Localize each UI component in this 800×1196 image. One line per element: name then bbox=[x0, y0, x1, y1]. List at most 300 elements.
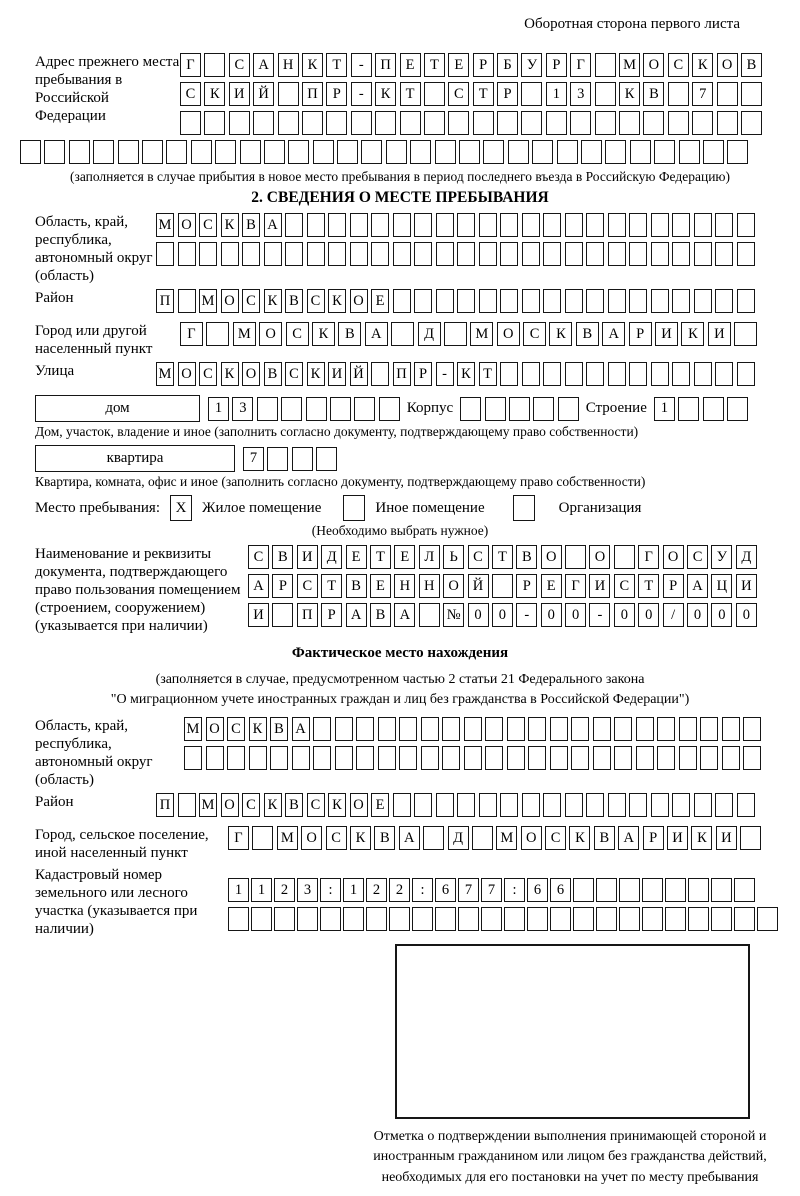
char-box[interactable] bbox=[605, 140, 626, 164]
char-box[interactable] bbox=[69, 140, 90, 164]
char-box[interactable]: 1 bbox=[546, 82, 567, 106]
char-box[interactable]: С bbox=[285, 362, 303, 386]
char-box[interactable]: В bbox=[374, 826, 395, 850]
char-box[interactable] bbox=[565, 362, 583, 386]
char-box[interactable]: Е bbox=[394, 545, 415, 569]
char-box[interactable]: 7 bbox=[458, 878, 479, 902]
char-box[interactable] bbox=[688, 878, 709, 902]
char-box[interactable] bbox=[550, 717, 568, 741]
char-box[interactable] bbox=[586, 289, 604, 313]
char-box[interactable] bbox=[679, 717, 697, 741]
char-box[interactable] bbox=[565, 289, 583, 313]
char-box[interactable]: С bbox=[199, 213, 217, 237]
char-box[interactable]: Г bbox=[570, 53, 591, 77]
char-box[interactable] bbox=[386, 140, 407, 164]
char-box[interactable] bbox=[483, 140, 504, 164]
char-box[interactable]: : bbox=[412, 878, 433, 902]
char-box[interactable] bbox=[419, 603, 440, 627]
char-box[interactable]: А bbox=[602, 322, 625, 346]
char-box[interactable] bbox=[727, 140, 748, 164]
char-box[interactable]: Й bbox=[350, 362, 368, 386]
char-box[interactable] bbox=[229, 111, 250, 135]
char-box[interactable]: О bbox=[643, 53, 664, 77]
char-box[interactable] bbox=[343, 907, 364, 931]
char-box[interactable]: К bbox=[264, 289, 282, 313]
char-box[interactable] bbox=[737, 289, 755, 313]
char-box[interactable] bbox=[371, 362, 389, 386]
char-box[interactable] bbox=[335, 717, 353, 741]
char-box[interactable] bbox=[351, 111, 372, 135]
char-box[interactable] bbox=[619, 907, 640, 931]
char-box[interactable] bbox=[543, 793, 561, 817]
char-box[interactable]: В bbox=[285, 793, 303, 817]
char-box[interactable] bbox=[458, 907, 479, 931]
char-box[interactable]: Ь bbox=[443, 545, 464, 569]
char-box[interactable] bbox=[421, 746, 439, 770]
char-box[interactable] bbox=[442, 746, 460, 770]
char-box[interactable] bbox=[703, 140, 724, 164]
char-box[interactable]: И bbox=[328, 362, 346, 386]
char-box[interactable] bbox=[379, 397, 400, 421]
char-box[interactable] bbox=[734, 907, 755, 931]
char-box[interactable]: П bbox=[375, 53, 396, 77]
char-box[interactable] bbox=[297, 907, 318, 931]
char-box[interactable] bbox=[436, 793, 454, 817]
char-box[interactable] bbox=[678, 397, 699, 421]
char-box[interactable]: А bbox=[248, 574, 269, 598]
char-box[interactable]: 2 bbox=[274, 878, 295, 902]
char-box[interactable] bbox=[274, 907, 295, 931]
char-box[interactable] bbox=[320, 907, 341, 931]
char-box[interactable]: Р bbox=[663, 574, 684, 598]
char-box[interactable] bbox=[546, 111, 567, 135]
char-box[interactable]: 0 bbox=[687, 603, 708, 627]
char-box[interactable]: М bbox=[184, 717, 202, 741]
char-box[interactable] bbox=[571, 746, 589, 770]
char-box[interactable] bbox=[457, 242, 475, 266]
char-box[interactable]: 0 bbox=[468, 603, 489, 627]
char-box[interactable] bbox=[285, 213, 303, 237]
char-box[interactable] bbox=[543, 362, 561, 386]
char-box[interactable]: И bbox=[297, 545, 318, 569]
char-box[interactable] bbox=[629, 793, 647, 817]
char-box[interactable] bbox=[240, 140, 261, 164]
char-box[interactable] bbox=[485, 746, 503, 770]
char-box[interactable] bbox=[522, 793, 540, 817]
char-box[interactable] bbox=[573, 907, 594, 931]
char-box[interactable] bbox=[215, 140, 236, 164]
char-box[interactable] bbox=[642, 907, 663, 931]
char-box[interactable] bbox=[44, 140, 65, 164]
char-box[interactable]: Н bbox=[278, 53, 299, 77]
char-box[interactable] bbox=[221, 242, 239, 266]
char-box[interactable]: А bbox=[292, 717, 310, 741]
char-box[interactable]: 2 bbox=[389, 878, 410, 902]
char-box[interactable] bbox=[326, 111, 347, 135]
char-box[interactable]: О bbox=[350, 793, 368, 817]
char-box[interactable] bbox=[521, 82, 542, 106]
char-box[interactable]: К bbox=[375, 82, 396, 106]
char-box[interactable] bbox=[457, 793, 475, 817]
char-box[interactable] bbox=[328, 213, 346, 237]
char-box[interactable] bbox=[204, 111, 225, 135]
char-box[interactable] bbox=[672, 793, 690, 817]
char-box[interactable]: 1 bbox=[654, 397, 675, 421]
char-box[interactable] bbox=[550, 907, 571, 931]
char-box[interactable] bbox=[272, 603, 293, 627]
char-box[interactable] bbox=[571, 717, 589, 741]
house-type-box[interactable]: дом bbox=[35, 395, 200, 422]
char-box[interactable] bbox=[335, 746, 353, 770]
char-box[interactable]: С bbox=[545, 826, 566, 850]
char-box[interactable]: Н bbox=[419, 574, 440, 598]
char-box[interactable]: Т bbox=[638, 574, 659, 598]
checkbox-residential[interactable]: X bbox=[170, 495, 192, 521]
char-box[interactable] bbox=[306, 397, 327, 421]
char-box[interactable] bbox=[668, 111, 689, 135]
char-box[interactable] bbox=[522, 289, 540, 313]
char-box[interactable]: О bbox=[541, 545, 562, 569]
char-box[interactable]: К bbox=[619, 82, 640, 106]
char-box[interactable] bbox=[497, 111, 518, 135]
char-box[interactable]: И bbox=[716, 826, 737, 850]
char-box[interactable]: П bbox=[393, 362, 411, 386]
char-box[interactable] bbox=[361, 140, 382, 164]
char-box[interactable]: 2 bbox=[366, 878, 387, 902]
char-box[interactable] bbox=[596, 878, 617, 902]
char-box[interactable]: С bbox=[326, 826, 347, 850]
char-box[interactable] bbox=[715, 362, 733, 386]
char-box[interactable] bbox=[737, 793, 755, 817]
char-box[interactable] bbox=[184, 746, 202, 770]
char-box[interactable]: И bbox=[248, 603, 269, 627]
char-box[interactable]: Г bbox=[565, 574, 586, 598]
char-box[interactable]: 0 bbox=[565, 603, 586, 627]
char-box[interactable]: 7 bbox=[243, 447, 264, 471]
char-box[interactable]: 3 bbox=[570, 82, 591, 106]
char-box[interactable] bbox=[481, 907, 502, 931]
char-box[interactable] bbox=[740, 826, 761, 850]
char-box[interactable]: М bbox=[619, 53, 640, 77]
char-box[interactable]: В bbox=[370, 603, 391, 627]
char-box[interactable]: В bbox=[594, 826, 615, 850]
char-box[interactable]: Т bbox=[479, 362, 497, 386]
char-box[interactable] bbox=[412, 907, 433, 931]
char-box[interactable]: О bbox=[497, 322, 520, 346]
char-box[interactable]: А bbox=[394, 603, 415, 627]
char-box[interactable]: П bbox=[302, 82, 323, 106]
char-box[interactable]: В bbox=[285, 289, 303, 313]
char-box[interactable] bbox=[679, 746, 697, 770]
char-box[interactable]: Д bbox=[418, 322, 441, 346]
char-box[interactable] bbox=[657, 746, 675, 770]
char-box[interactable] bbox=[479, 213, 497, 237]
char-box[interactable] bbox=[479, 793, 497, 817]
char-box[interactable]: К bbox=[691, 826, 712, 850]
char-box[interactable] bbox=[436, 242, 454, 266]
char-box[interactable] bbox=[522, 362, 540, 386]
char-box[interactable]: В bbox=[576, 322, 599, 346]
char-box[interactable] bbox=[586, 242, 604, 266]
char-box[interactable] bbox=[20, 140, 41, 164]
char-box[interactable] bbox=[558, 397, 579, 421]
char-box[interactable] bbox=[118, 140, 139, 164]
char-box[interactable]: С bbox=[286, 322, 309, 346]
char-box[interactable] bbox=[313, 746, 331, 770]
char-box[interactable] bbox=[457, 289, 475, 313]
char-box[interactable] bbox=[424, 82, 445, 106]
char-box[interactable] bbox=[460, 397, 481, 421]
char-box[interactable]: И bbox=[708, 322, 731, 346]
char-box[interactable]: И bbox=[589, 574, 610, 598]
char-box[interactable]: Г bbox=[180, 322, 203, 346]
char-box[interactable]: А bbox=[346, 603, 367, 627]
char-box[interactable] bbox=[292, 447, 313, 471]
char-box[interactable]: О bbox=[221, 793, 239, 817]
char-box[interactable] bbox=[371, 242, 389, 266]
char-box[interactable]: В bbox=[272, 545, 293, 569]
char-box[interactable]: В bbox=[264, 362, 282, 386]
char-box[interactable]: 1 bbox=[251, 878, 272, 902]
char-box[interactable] bbox=[636, 717, 654, 741]
char-box[interactable] bbox=[366, 907, 387, 931]
char-box[interactable] bbox=[464, 746, 482, 770]
char-box[interactable]: 0 bbox=[492, 603, 513, 627]
char-box[interactable] bbox=[423, 826, 444, 850]
char-box[interactable]: : bbox=[504, 878, 525, 902]
char-box[interactable] bbox=[593, 746, 611, 770]
char-box[interactable] bbox=[614, 746, 632, 770]
char-box[interactable] bbox=[389, 907, 410, 931]
char-box[interactable]: О bbox=[221, 289, 239, 313]
char-box[interactable] bbox=[414, 213, 432, 237]
char-box[interactable] bbox=[722, 717, 740, 741]
char-box[interactable] bbox=[500, 793, 518, 817]
char-box[interactable] bbox=[743, 717, 761, 741]
char-box[interactable] bbox=[614, 717, 632, 741]
char-box[interactable] bbox=[435, 140, 456, 164]
char-box[interactable] bbox=[472, 826, 493, 850]
char-box[interactable] bbox=[264, 242, 282, 266]
char-box[interactable] bbox=[509, 397, 530, 421]
char-box[interactable] bbox=[459, 140, 480, 164]
char-box[interactable]: - bbox=[516, 603, 537, 627]
char-box[interactable] bbox=[595, 53, 616, 77]
char-box[interactable]: К bbox=[328, 793, 346, 817]
char-box[interactable] bbox=[457, 213, 475, 237]
char-box[interactable]: О bbox=[178, 362, 196, 386]
char-box[interactable]: М bbox=[496, 826, 517, 850]
char-box[interactable] bbox=[672, 242, 690, 266]
char-box[interactable] bbox=[550, 746, 568, 770]
char-box[interactable] bbox=[651, 213, 669, 237]
char-box[interactable] bbox=[527, 907, 548, 931]
char-box[interactable]: Е bbox=[346, 545, 367, 569]
char-box[interactable] bbox=[292, 746, 310, 770]
char-box[interactable] bbox=[267, 447, 288, 471]
char-box[interactable]: М bbox=[233, 322, 256, 346]
char-box[interactable]: Й bbox=[253, 82, 274, 106]
char-box[interactable]: А bbox=[618, 826, 639, 850]
char-box[interactable] bbox=[700, 717, 718, 741]
char-box[interactable]: Р bbox=[497, 82, 518, 106]
char-box[interactable]: Т bbox=[370, 545, 391, 569]
char-box[interactable] bbox=[665, 878, 686, 902]
char-box[interactable]: В bbox=[270, 717, 288, 741]
char-box[interactable] bbox=[642, 878, 663, 902]
char-box[interactable] bbox=[393, 213, 411, 237]
char-box[interactable] bbox=[302, 111, 323, 135]
char-box[interactable]: Д bbox=[448, 826, 469, 850]
char-box[interactable] bbox=[711, 878, 732, 902]
char-box[interactable]: С bbox=[307, 289, 325, 313]
char-box[interactable]: С bbox=[687, 545, 708, 569]
char-box[interactable]: К bbox=[312, 322, 335, 346]
char-box[interactable]: Р bbox=[326, 82, 347, 106]
char-box[interactable]: М bbox=[156, 213, 174, 237]
char-box[interactable]: Д bbox=[321, 545, 342, 569]
char-box[interactable] bbox=[435, 907, 456, 931]
char-box[interactable]: Е bbox=[371, 793, 389, 817]
char-box[interactable]: Р bbox=[414, 362, 432, 386]
char-box[interactable] bbox=[629, 213, 647, 237]
checkbox-organization[interactable] bbox=[513, 495, 535, 521]
char-box[interactable]: К bbox=[350, 826, 371, 850]
char-box[interactable]: № bbox=[443, 603, 464, 627]
char-box[interactable] bbox=[543, 242, 561, 266]
char-box[interactable]: К bbox=[681, 322, 704, 346]
char-box[interactable] bbox=[717, 111, 738, 135]
char-box[interactable]: С bbox=[229, 53, 250, 77]
char-box[interactable]: К bbox=[569, 826, 590, 850]
char-box[interactable]: Р bbox=[473, 53, 494, 77]
char-box[interactable]: Р bbox=[321, 603, 342, 627]
char-box[interactable]: С bbox=[614, 574, 635, 598]
char-box[interactable] bbox=[629, 242, 647, 266]
char-box[interactable]: 6 bbox=[527, 878, 548, 902]
char-box[interactable] bbox=[629, 289, 647, 313]
char-box[interactable] bbox=[743, 746, 761, 770]
char-box[interactable]: С bbox=[248, 545, 269, 569]
char-box[interactable] bbox=[278, 82, 299, 106]
char-box[interactable] bbox=[228, 907, 249, 931]
char-box[interactable] bbox=[485, 717, 503, 741]
char-box[interactable] bbox=[316, 447, 337, 471]
apartment-type-box[interactable]: квартира bbox=[35, 445, 235, 472]
char-box[interactable] bbox=[715, 213, 733, 237]
char-box[interactable] bbox=[421, 717, 439, 741]
char-box[interactable] bbox=[672, 289, 690, 313]
char-box[interactable]: К bbox=[221, 362, 239, 386]
char-box[interactable] bbox=[424, 111, 445, 135]
char-box[interactable] bbox=[253, 111, 274, 135]
char-box[interactable]: В bbox=[338, 322, 361, 346]
char-box[interactable]: Д bbox=[736, 545, 757, 569]
char-box[interactable]: С bbox=[297, 574, 318, 598]
char-box[interactable]: И bbox=[655, 322, 678, 346]
char-box[interactable] bbox=[414, 793, 432, 817]
char-box[interactable] bbox=[694, 213, 712, 237]
char-box[interactable] bbox=[679, 140, 700, 164]
char-box[interactable] bbox=[242, 242, 260, 266]
char-box[interactable] bbox=[191, 140, 212, 164]
char-box[interactable]: Р bbox=[643, 826, 664, 850]
char-box[interactable] bbox=[665, 907, 686, 931]
char-box[interactable] bbox=[586, 793, 604, 817]
char-box[interactable] bbox=[227, 746, 245, 770]
char-box[interactable]: Т bbox=[424, 53, 445, 77]
char-box[interactable]: К bbox=[328, 289, 346, 313]
char-box[interactable]: К bbox=[549, 322, 572, 346]
char-box[interactable]: Е bbox=[541, 574, 562, 598]
char-box[interactable] bbox=[595, 82, 616, 106]
char-box[interactable] bbox=[528, 746, 546, 770]
char-box[interactable]: В bbox=[643, 82, 664, 106]
char-box[interactable] bbox=[737, 213, 755, 237]
char-box[interactable]: М bbox=[199, 793, 217, 817]
char-box[interactable] bbox=[414, 289, 432, 313]
char-box[interactable]: П bbox=[156, 289, 174, 313]
char-box[interactable] bbox=[694, 362, 712, 386]
char-box[interactable]: А bbox=[264, 213, 282, 237]
char-box[interactable] bbox=[313, 140, 334, 164]
char-box[interactable]: А bbox=[399, 826, 420, 850]
char-box[interactable]: С bbox=[242, 289, 260, 313]
char-box[interactable]: М bbox=[277, 826, 298, 850]
char-box[interactable]: С bbox=[523, 322, 546, 346]
char-box[interactable]: В bbox=[516, 545, 537, 569]
char-box[interactable]: М bbox=[470, 322, 493, 346]
char-box[interactable]: М bbox=[199, 289, 217, 313]
char-box[interactable]: 6 bbox=[435, 878, 456, 902]
char-box[interactable]: : bbox=[320, 878, 341, 902]
char-box[interactable]: - bbox=[351, 53, 372, 77]
checkbox-other-premises[interactable] bbox=[343, 495, 365, 521]
char-box[interactable] bbox=[757, 907, 778, 931]
char-box[interactable] bbox=[694, 289, 712, 313]
char-box[interactable]: С bbox=[448, 82, 469, 106]
char-box[interactable]: Т bbox=[473, 82, 494, 106]
char-box[interactable] bbox=[643, 111, 664, 135]
char-box[interactable]: К bbox=[204, 82, 225, 106]
char-box[interactable]: П bbox=[297, 603, 318, 627]
char-box[interactable] bbox=[672, 362, 690, 386]
char-box[interactable]: И bbox=[667, 826, 688, 850]
char-box[interactable]: Е bbox=[448, 53, 469, 77]
char-box[interactable] bbox=[178, 242, 196, 266]
char-box[interactable] bbox=[565, 793, 583, 817]
char-box[interactable] bbox=[328, 242, 346, 266]
char-box[interactable] bbox=[399, 717, 417, 741]
char-box[interactable] bbox=[651, 242, 669, 266]
char-box[interactable] bbox=[532, 140, 553, 164]
char-box[interactable]: В bbox=[741, 53, 762, 77]
char-box[interactable] bbox=[142, 140, 163, 164]
char-box[interactable] bbox=[619, 111, 640, 135]
char-box[interactable]: В bbox=[346, 574, 367, 598]
char-box[interactable] bbox=[414, 242, 432, 266]
char-box[interactable]: О bbox=[350, 289, 368, 313]
char-box[interactable] bbox=[178, 289, 196, 313]
char-box[interactable] bbox=[180, 111, 201, 135]
char-box[interactable] bbox=[570, 111, 591, 135]
char-box[interactable] bbox=[507, 717, 525, 741]
char-box[interactable] bbox=[93, 140, 114, 164]
char-box[interactable] bbox=[565, 213, 583, 237]
char-box[interactable]: Т bbox=[492, 545, 513, 569]
char-box[interactable] bbox=[528, 717, 546, 741]
char-box[interactable] bbox=[307, 242, 325, 266]
